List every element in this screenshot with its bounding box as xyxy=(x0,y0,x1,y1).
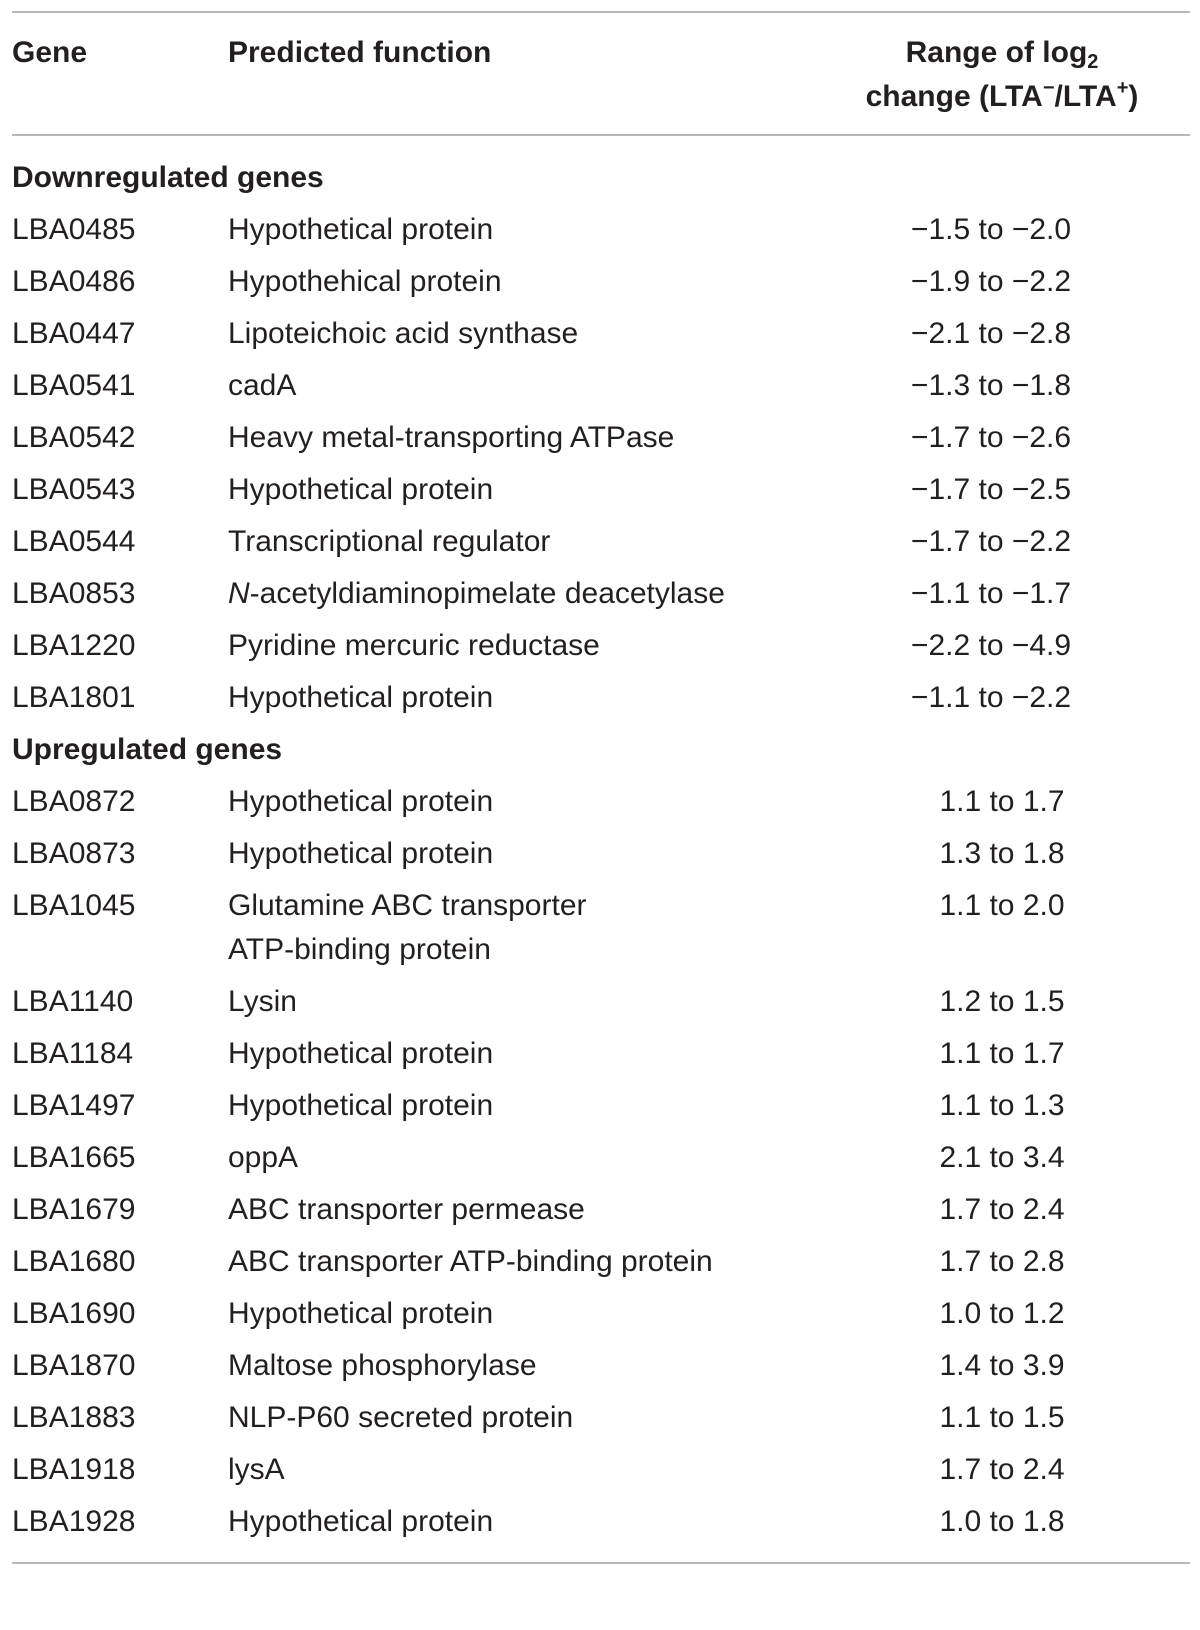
function-cell xyxy=(228,312,578,356)
table-row xyxy=(12,308,1190,360)
function-text: Lysin xyxy=(228,985,297,1018)
table-row xyxy=(12,1132,1190,1184)
function-text: Hypothetical protein xyxy=(228,1089,494,1122)
function-cell xyxy=(228,1136,298,1180)
range-cell: 1.1 to 2.0 xyxy=(939,889,1065,922)
table-row xyxy=(12,776,1190,828)
gene-cell: LBA0541 xyxy=(12,369,136,402)
function-text: NLP-P60 secreted protein xyxy=(228,1401,574,1434)
function-cell xyxy=(228,1084,493,1128)
function-cell xyxy=(228,884,587,972)
function-cell xyxy=(228,260,502,304)
table-row xyxy=(12,1392,1190,1444)
function-italic-prefix: N xyxy=(228,577,250,610)
table-row xyxy=(12,360,1190,412)
function-cell xyxy=(228,1448,285,1492)
header-range-text: Range of log xyxy=(905,36,1088,69)
function-text: Maltose phosphorylase xyxy=(228,1349,537,1382)
function-cell xyxy=(228,1500,493,1544)
function-cell xyxy=(228,624,600,668)
function-text: Hypothetical protein xyxy=(228,1297,494,1330)
function-cell xyxy=(228,780,493,824)
table-row xyxy=(12,828,1190,880)
gene-cell: LBA1690 xyxy=(12,1297,136,1330)
function-cell xyxy=(228,832,493,876)
range-cell: −2.1 to −2.8 xyxy=(910,317,1072,350)
function-text: Hypothetical protein xyxy=(228,1037,494,1070)
range-cell: 1.7 to 2.8 xyxy=(939,1245,1065,1278)
gene-cell: LBA1220 xyxy=(12,629,136,662)
gene-cell: LBA1801 xyxy=(12,681,136,714)
function-text: Hypothetical protein xyxy=(228,681,494,714)
range-cell: 1.1 to 1.3 xyxy=(939,1089,1065,1122)
function-cell xyxy=(228,1344,537,1388)
header-range-text2a: change (LTA xyxy=(865,80,1043,113)
function-cell xyxy=(228,1292,493,1336)
table-row xyxy=(12,1340,1190,1392)
function-text: -acetyldiaminopimelate deacetylase xyxy=(249,577,725,610)
function-cell xyxy=(228,1396,573,1440)
header-range xyxy=(832,31,1172,119)
function-text: Heavy metal-transporting ATPase xyxy=(228,421,675,454)
table-row xyxy=(12,1236,1190,1288)
table-row xyxy=(12,1184,1190,1236)
function-cell xyxy=(228,980,297,1024)
gene-cell: LBA1928 xyxy=(12,1505,136,1538)
function-cell xyxy=(228,468,493,512)
table-body xyxy=(12,136,1190,1562)
section-title-up: Upregulated genes xyxy=(12,733,283,766)
gene-cell: LBA0485 xyxy=(12,213,136,246)
header-range-text2b: /LTA xyxy=(1054,80,1117,113)
range-cell: 1.1 to 1.7 xyxy=(939,785,1065,818)
bottom-rule xyxy=(12,1562,1190,1564)
table-row xyxy=(12,1444,1190,1496)
header-range-sup-plus: + xyxy=(1116,77,1129,99)
range-cell: −1.7 to −2.2 xyxy=(910,525,1072,558)
gene-cell: LBA1497 xyxy=(12,1089,136,1122)
range-cell: 2.1 to 3.4 xyxy=(939,1141,1065,1174)
range-cell: 1.4 to 3.9 xyxy=(939,1349,1065,1382)
header-range-sup-minus: − xyxy=(1042,77,1055,99)
table-row xyxy=(12,256,1190,308)
table-row xyxy=(12,880,1190,976)
range-cell: 1.1 to 1.7 xyxy=(939,1037,1065,1070)
function-text: oppA xyxy=(228,1141,299,1174)
function-text: Pyridine mercuric reductase xyxy=(228,629,600,662)
gene-cell: LBA0486 xyxy=(12,265,136,298)
range-cell: −1.1 to −1.7 xyxy=(910,577,1072,610)
table-row xyxy=(12,204,1190,256)
function-text: ABC transporter permease xyxy=(228,1193,585,1226)
function-cell xyxy=(228,1240,713,1284)
function-text: Hypothetical protein xyxy=(228,1505,494,1538)
gene-cell: LBA1665 xyxy=(12,1141,136,1174)
gene-cell: LBA1680 xyxy=(12,1245,136,1278)
gene-cell: LBA0873 xyxy=(12,837,136,870)
range-cell: −1.1 to −2.2 xyxy=(910,681,1072,714)
range-cell: 1.0 to 1.8 xyxy=(939,1505,1065,1538)
function-cell xyxy=(228,364,296,408)
function-text: Hypothetical protein xyxy=(228,213,494,246)
range-cell: −2.2 to −4.9 xyxy=(910,629,1072,662)
function-text: cadA xyxy=(228,369,297,402)
function-cell xyxy=(228,676,493,720)
range-cell: 1.0 to 1.2 xyxy=(939,1297,1065,1330)
function-text: Hypothetical protein xyxy=(228,785,494,818)
range-cell: 1.7 to 2.4 xyxy=(939,1193,1065,1226)
gene-cell: LBA0544 xyxy=(12,525,136,558)
function-cell xyxy=(228,520,550,564)
range-cell: −1.7 to −2.5 xyxy=(910,473,1072,506)
gene-cell: LBA1870 xyxy=(12,1349,136,1382)
gene-cell: LBA0853 xyxy=(12,577,136,610)
table-row xyxy=(12,1028,1190,1080)
header-function: Predicted function xyxy=(228,36,492,69)
table-row xyxy=(12,568,1190,620)
function-text: Transcriptional regulator xyxy=(228,525,551,558)
table-row xyxy=(12,1080,1190,1132)
range-cell: −1.7 to −2.6 xyxy=(910,421,1072,454)
table-header xyxy=(12,13,1190,134)
function-cell xyxy=(228,1188,585,1232)
range-cell: −1.5 to −2.0 xyxy=(910,213,1072,246)
gene-table xyxy=(12,11,1190,1564)
function-cell xyxy=(228,208,493,252)
gene-cell: LBA1883 xyxy=(12,1401,136,1434)
table-row xyxy=(12,620,1190,672)
gene-cell: LBA0542 xyxy=(12,421,136,454)
gene-cell: LBA0543 xyxy=(12,473,136,506)
table-row xyxy=(12,1496,1190,1548)
function-text: lysA xyxy=(228,1453,285,1486)
table-row xyxy=(12,672,1190,724)
range-cell: −1.3 to −1.8 xyxy=(910,369,1072,402)
gene-cell: LBA0872 xyxy=(12,785,136,818)
function-cell xyxy=(228,572,725,616)
function-text: Glutamine ABC transporter xyxy=(228,889,587,922)
header-range-sub: 2 xyxy=(1087,51,1099,73)
gene-cell: LBA1918 xyxy=(12,1453,136,1486)
range-cell: 1.2 to 1.5 xyxy=(939,985,1065,1018)
table-row xyxy=(12,464,1190,516)
header-range-text2c: ) xyxy=(1128,80,1139,113)
gene-cell: LBA1679 xyxy=(12,1193,136,1226)
table-row xyxy=(12,976,1190,1028)
range-cell: 1.3 to 1.8 xyxy=(939,837,1065,870)
function-text-line2: ATP-binding protein xyxy=(228,933,491,966)
range-cell: 1.7 to 2.4 xyxy=(939,1453,1065,1486)
function-text: Hypothetical protein xyxy=(228,473,494,506)
function-text: Hypothehical protein xyxy=(228,265,502,298)
function-cell xyxy=(228,416,674,460)
range-cell: 1.1 to 1.5 xyxy=(939,1401,1065,1434)
gene-cell: LBA0447 xyxy=(12,317,136,350)
header-gene: Gene xyxy=(12,36,88,69)
function-text: ABC transporter ATP-binding protein xyxy=(228,1245,713,1278)
gene-cell: LBA1045 xyxy=(12,889,136,922)
function-text: Hypothetical protein xyxy=(228,837,494,870)
table-row xyxy=(12,1288,1190,1340)
function-cell xyxy=(228,1032,493,1076)
section-title-down: Downregulated genes xyxy=(12,161,324,194)
table-row xyxy=(12,412,1190,464)
gene-cell: LBA1184 xyxy=(12,1037,134,1070)
range-cell: −1.9 to −2.2 xyxy=(910,265,1072,298)
table-row xyxy=(12,516,1190,568)
function-text: Lipoteichoic acid synthase xyxy=(228,317,579,350)
gene-cell: LBA1140 xyxy=(12,985,134,1018)
